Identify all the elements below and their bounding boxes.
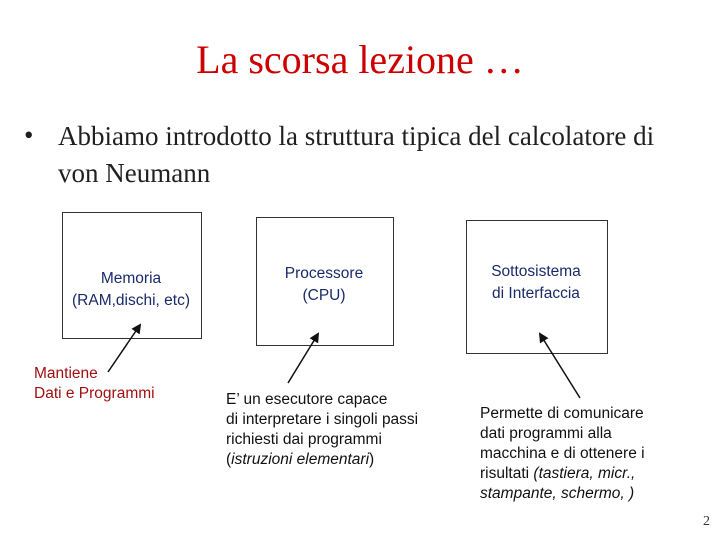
interface-note-line2: dati programmi alla <box>480 425 612 442</box>
cpu-note-close-paren: ) <box>369 451 375 468</box>
bullet-marker: • <box>24 120 34 150</box>
cpu-note-italic: istruzioni elementari <box>231 451 370 468</box>
cpu-note-line3: richiesti dai programmi <box>226 431 382 448</box>
cpu-note-open-paren: ( <box>226 451 232 468</box>
page-number: 2 <box>703 514 710 529</box>
memory-note-line2: Dati e Programmi <box>34 385 155 402</box>
interface-note <box>480 404 645 504</box>
cpu-note-line2: di interpretare i singoli passi <box>226 411 419 428</box>
memory-label-line1: Memoria <box>100 270 162 287</box>
bullet-text: Abbiamo introdotto la struttura tipica del calcolatore di von Neumann <box>58 121 655 188</box>
memory-note <box>34 364 155 404</box>
interface-arrow <box>540 334 580 398</box>
cpu-arrow <box>288 334 318 383</box>
interface-note-line4-italic: (tastiera, micr., <box>533 465 636 482</box>
interface-note-line1: Permette di comunicare <box>480 405 644 422</box>
cpu-note-line4 <box>226 450 418 470</box>
interface-label-line2: di Interfaccia <box>492 285 580 302</box>
interface-label-line1: Sottosistema <box>491 263 581 280</box>
cpu-label-line1: Processore <box>284 265 364 282</box>
interface-note-line4 <box>480 464 645 484</box>
interface-note-line3: macchina e di ottenere i <box>480 445 645 462</box>
memory-note-line1: Mantiene <box>34 365 98 382</box>
interface-note-line4-plain: risultati <box>480 465 534 482</box>
cpu-note-line1: E’ un esecutore capace <box>226 391 388 408</box>
slide-title: La scorsa lezione … <box>196 37 524 82</box>
cpu-label-line2: (CPU) <box>302 287 346 304</box>
cpu-note <box>226 390 418 470</box>
memory-label-line2: (RAM,dischi, etc) <box>72 292 190 309</box>
interface-note-line5: stampante, schermo, ) <box>480 485 635 502</box>
